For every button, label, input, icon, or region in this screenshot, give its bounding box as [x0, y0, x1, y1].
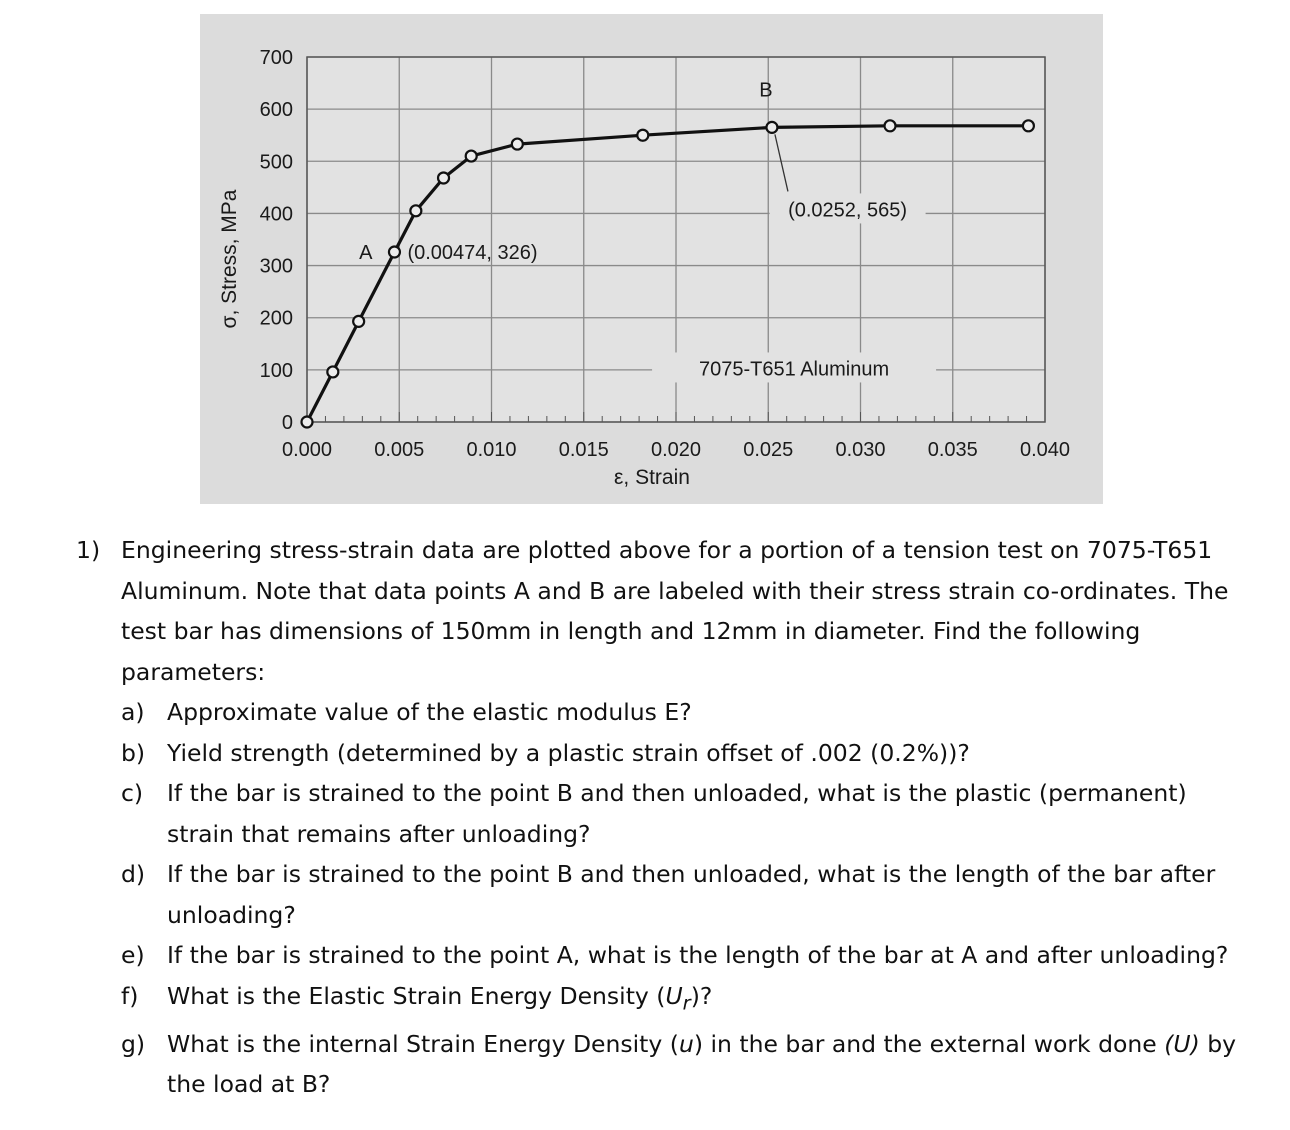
question-list — [121, 692, 1246, 1105]
x-tick-label: 0.030 — [835, 439, 886, 461]
question-text: Yield strength (determined by a plastic strain offset of .002 (0.2%))? — [167, 738, 970, 767]
x-tick-label: 0.015 — [558, 439, 609, 461]
question-g — [121, 1024, 1246, 1105]
stress-strain-chart — [200, 14, 1103, 504]
question-label: a) — [121, 698, 145, 726]
y-tick-label: 700 — [259, 47, 293, 69]
data-point — [466, 151, 477, 162]
symbol-U: U — [665, 981, 683, 1010]
question-label: e) — [121, 941, 145, 969]
question-text-post: by the load at B? — [167, 1029, 1237, 1099]
y-tick-label: 500 — [259, 151, 293, 174]
point-a-label: A — [359, 242, 373, 265]
data-point — [410, 205, 421, 216]
question-c — [121, 773, 1246, 854]
x-tick-label: 0.010 — [466, 439, 517, 461]
data-point — [766, 122, 777, 133]
symbol-subscript-r: r — [682, 991, 691, 1015]
data-point — [512, 139, 523, 150]
question-f — [121, 976, 1246, 1024]
y-tick-label: 200 — [259, 307, 293, 330]
question-text-mid: ) in the bar and the external work done — [693, 1029, 1165, 1058]
data-point — [327, 366, 338, 377]
problem-text — [76, 530, 1246, 1105]
question-label: c) — [121, 779, 144, 807]
point-b-label: B — [759, 79, 773, 102]
data-point — [302, 417, 313, 428]
data-point — [1023, 120, 1034, 131]
question-b — [121, 733, 1246, 774]
question-label: g) — [121, 1029, 146, 1058]
x-tick-label: 0.040 — [1019, 439, 1071, 461]
x-tick-label: 0.000 — [281, 439, 333, 461]
question-text: If the bar is strained to the point B and then unloaded, what is the length of the bar after unloading? — [167, 860, 1216, 929]
problem-intro: Engineering stress-strain data are plotted above for a portion of a tension test on 7075-T651 Aluminum. Note that data points A and B are labeled with their stress strain co-ordinates. The test bar has dimensions of 150mm in length and 12mm in diameter. Find the following parameters: — [121, 536, 1229, 686]
problem-number: 1) — [76, 536, 101, 564]
question-text: If the bar is strained to the point A, what is the length of the bar at A and after unloading? — [167, 941, 1229, 969]
y-tick-label: 300 — [259, 255, 293, 278]
x-axis-title: ε, Strain — [614, 466, 690, 489]
y-tick-label: 100 — [259, 359, 293, 382]
data-point — [438, 172, 449, 183]
question-text-pre: What is the internal Strain Energy Density ( — [167, 1029, 679, 1058]
material-label: 7075-T651 Aluminum — [699, 358, 890, 381]
question-a — [121, 692, 1246, 733]
symbol-u: u — [678, 1029, 694, 1058]
question-text — [167, 1024, 1246, 1105]
data-point — [389, 247, 400, 258]
question-text-pre: What is the Elastic Strain Energy Density ( — [167, 981, 666, 1010]
point-b-coordinates: (0.0252, 565) — [788, 199, 908, 222]
problem-statement — [76, 530, 1246, 692]
data-point — [885, 120, 896, 131]
x-tick-label: 0.005 — [374, 439, 425, 461]
question-text — [167, 976, 1246, 1024]
question-label: d) — [121, 860, 146, 888]
y-axis-title: σ, Stress, MPa — [218, 189, 241, 329]
y-tick-label: 0 — [281, 412, 293, 434]
stress-strain-figure — [200, 14, 1103, 504]
data-point — [637, 130, 648, 141]
x-tick-label: 0.020 — [650, 439, 702, 461]
question-d — [121, 854, 1246, 935]
question-text: Approximate value of the elastic modulus E? — [167, 698, 692, 726]
y-tick-label: 600 — [259, 99, 293, 122]
data-point — [353, 316, 364, 327]
point-a-coordinates: (0.00474, 326) — [407, 242, 538, 265]
question-text: If the bar is strained to the point B and then unloaded, what is the plastic (permanent) strain that remains after unloading? — [167, 779, 1187, 848]
question-e — [121, 935, 1246, 976]
symbol-U-work: (U) — [1164, 1029, 1200, 1058]
question-label: b) — [121, 738, 146, 767]
y-tick-label: 400 — [259, 203, 293, 226]
x-tick-label: 0.025 — [743, 439, 794, 461]
question-label: f) — [121, 981, 139, 1010]
x-tick-label: 0.035 — [927, 439, 978, 461]
question-text-post: )? — [690, 981, 713, 1010]
